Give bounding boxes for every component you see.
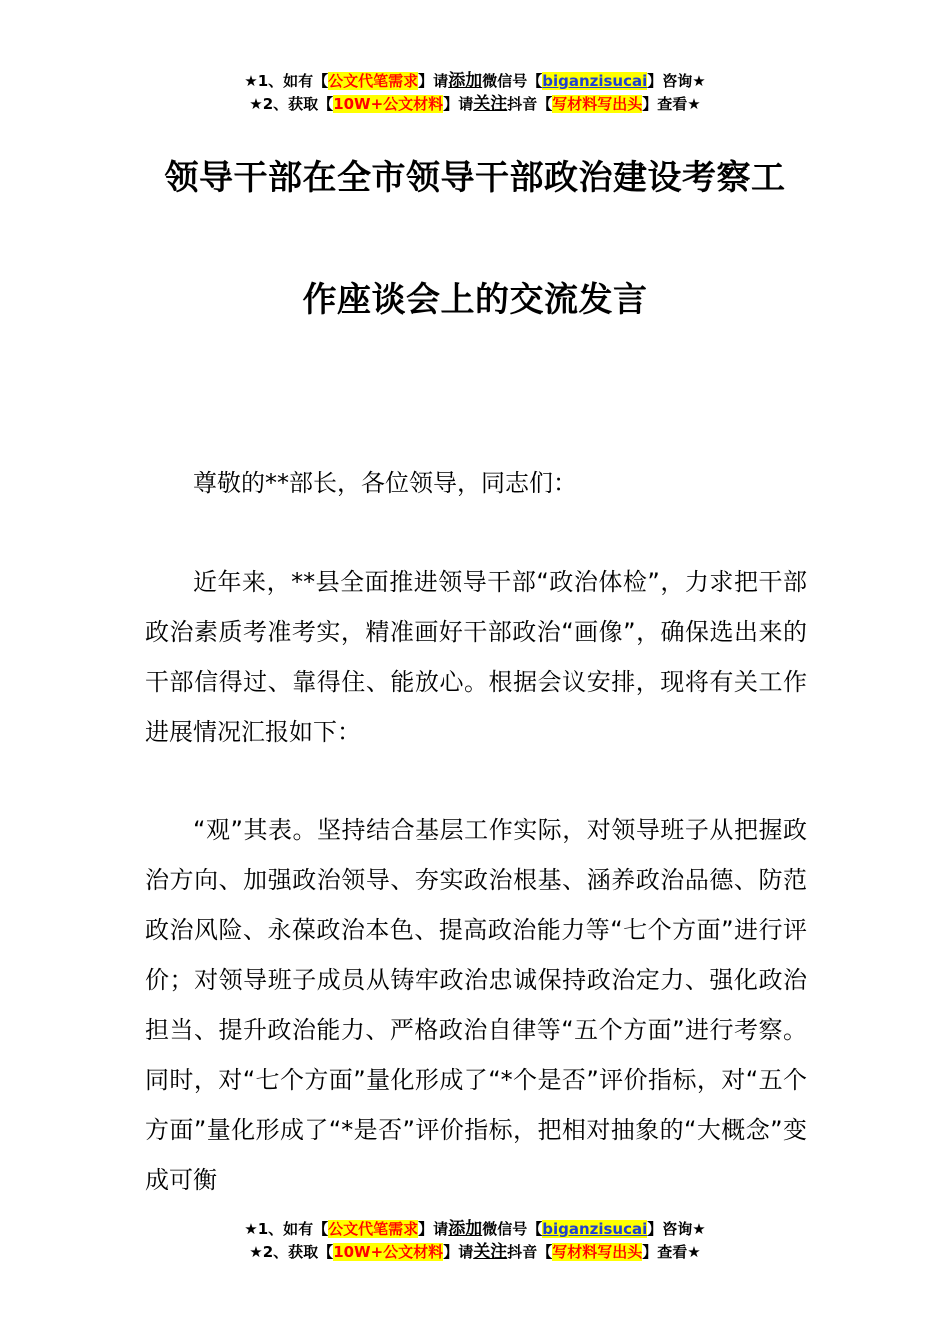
banner-line-2 — [0, 93, 950, 116]
banner-text: 】咨询★ — [647, 1220, 706, 1238]
banner-text: 】请 — [443, 95, 474, 113]
salutation — [145, 458, 807, 508]
banner-text: ★2、获取【 — [249, 1243, 334, 1261]
banner-line-2 — [0, 1241, 950, 1264]
banner-underlined: 添加 — [448, 1219, 483, 1239]
paragraph-2: “观”其表。坚持结合基层工作实际，对领导班子从把握政治方向、加强政治领导、夯实政治根基、涵养政治品德、防范政治风险、永葆政治本色、提高政治能力等“七个方面”进行评价；对领导班子成员从铸牢政治忠诚保持政治定力、强化政治担当、提升政治能力、严格政治自律等“五个方面”进行考察。同时，对“七个方面”量化形成了“*个是否”评价指标，对“五个方面”量化形成了“*是否”评价指标，把相对抽象的“大概念”变成可衡 — [145, 816, 807, 1194]
banner-text: 】请 — [443, 1243, 474, 1261]
header-banner — [0, 70, 950, 116]
paragraph-observe — [145, 805, 807, 1205]
document-title-line-2: 作座谈会上的交流发言 — [302, 280, 648, 320]
banner-text: ★1、如有【 — [244, 1220, 329, 1238]
banner-text: 】咨询★ — [647, 72, 706, 90]
banner-underlined: 添加 — [448, 71, 483, 91]
banner-text: 微信号【 — [482, 1220, 543, 1238]
highlight-service: 公文代笔需求 — [328, 72, 419, 90]
paragraph-1: 近年来，**县全面推进领导干部“政治体检”，力求把干部政治素质考准考实，精准画好干部政治“画像”，确保选出来的干部信得过、靠得住、能放心。根据会议安排，现将有关工作进展情况汇报如下： — [145, 568, 807, 746]
wechat-id: biganzisucai — [542, 72, 648, 90]
banner-line-1 — [0, 70, 950, 93]
banner-text: 】查看★ — [642, 1243, 701, 1261]
banner-text: ★2、获取【 — [249, 95, 334, 113]
banner-text: 微信号【 — [482, 72, 543, 90]
banner-text: 】查看★ — [642, 95, 701, 113]
banner-text: 】请 — [418, 1220, 449, 1238]
footer-banner — [0, 1218, 950, 1264]
paragraph-intro — [145, 557, 807, 757]
banner-text: 抖音【 — [507, 95, 553, 113]
banner-underlined: 关注 — [473, 94, 508, 114]
highlight-materials: 10W+公文材料 — [333, 1243, 444, 1261]
banner-underlined: 关注 — [473, 1242, 508, 1262]
highlight-service: 公文代笔需求 — [328, 1220, 419, 1238]
wechat-id: biganzisucai — [542, 1220, 648, 1238]
banner-text: 】请 — [418, 72, 449, 90]
banner-line-1 — [0, 1218, 950, 1241]
banner-text: ★1、如有【 — [244, 72, 329, 90]
document-title-line-1: 领导干部在全市领导干部政治建设考察工 — [164, 158, 786, 198]
salutation-text: 尊敬的**部长，各位领导，同志们： — [193, 469, 577, 497]
banner-text: 抖音【 — [507, 1243, 553, 1261]
douyin-account: 写材料写出头 — [552, 1243, 643, 1261]
highlight-materials: 10W+公文材料 — [333, 95, 444, 113]
douyin-account: 写材料写出头 — [552, 95, 643, 113]
